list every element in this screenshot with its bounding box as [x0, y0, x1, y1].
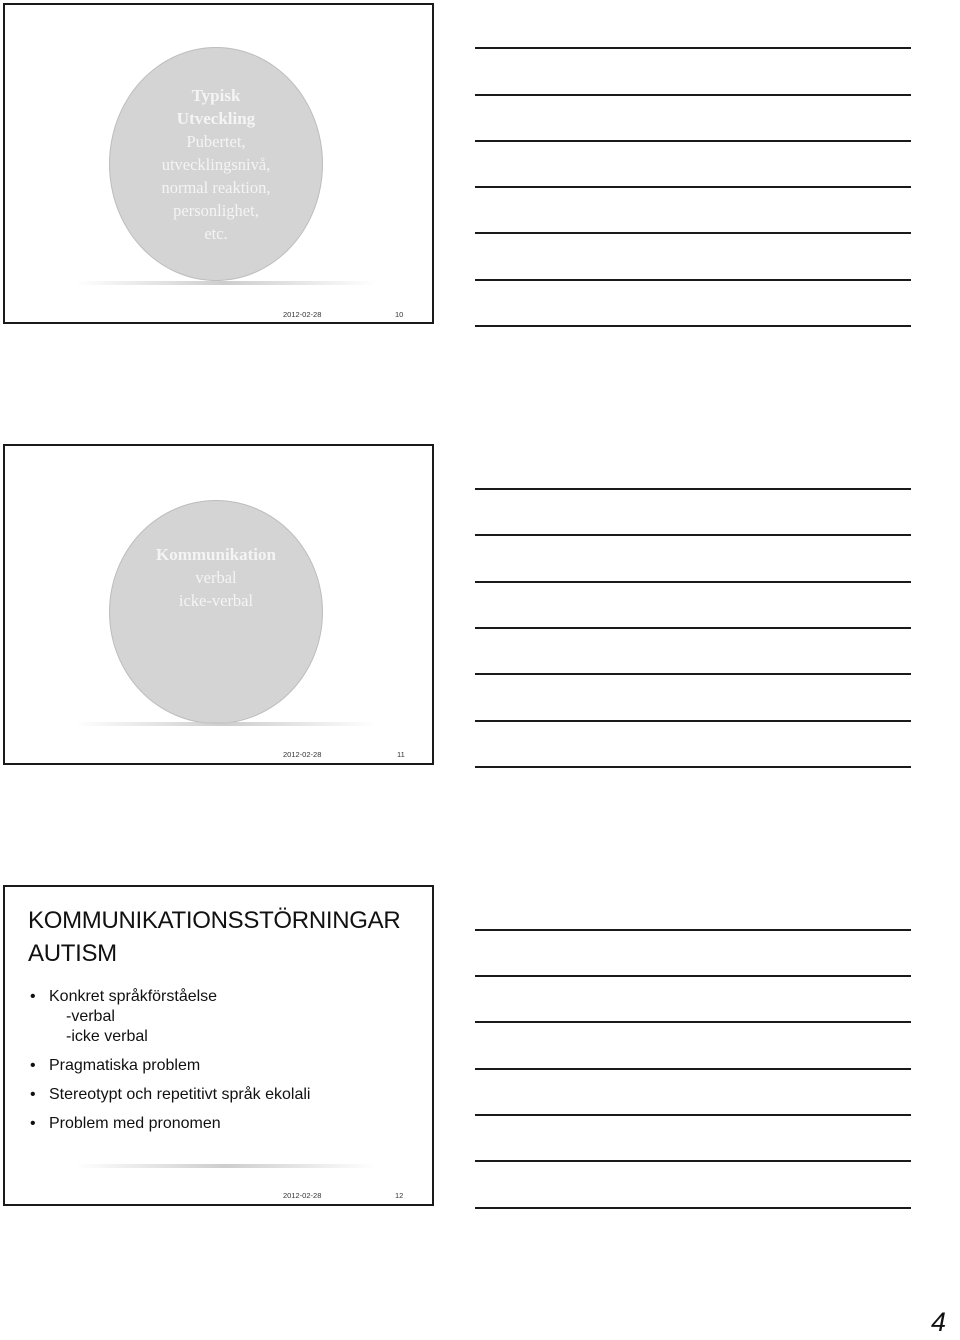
- slide-11: [3, 444, 434, 765]
- circle-title-line: Kommunikation: [156, 544, 276, 564]
- slide-number: 10: [395, 310, 404, 319]
- note-line: [475, 766, 911, 768]
- slide-date: 2012-02-28: [283, 310, 322, 319]
- circle-body-line: verbal: [195, 567, 237, 587]
- note-line: [475, 929, 911, 931]
- circle-title-line: Utveckling: [176, 108, 256, 128]
- slide-circle: [109, 47, 323, 281]
- note-line: [475, 47, 911, 49]
- circle-title-line: Typisk: [191, 85, 241, 105]
- slide-date: 2012-02-28: [283, 1191, 322, 1200]
- slide-number: 11: [397, 750, 405, 759]
- note-line: [475, 186, 911, 188]
- note-line: [475, 488, 911, 490]
- note-line: [475, 1207, 911, 1209]
- slide-date: 2012-02-28: [283, 750, 322, 759]
- list-item: • Problem med pronomen: [25, 1114, 310, 1134]
- circle-body-line: utvecklingsnivå,: [161, 154, 271, 174]
- circle-body-line: normal reaktion,: [161, 177, 271, 197]
- list-item: • Stereotypt och repetitivt språk ekolali: [25, 1085, 310, 1105]
- shadow-divider: [75, 722, 375, 726]
- note-line: [475, 581, 911, 583]
- note-line: [475, 94, 911, 96]
- note-line: [475, 975, 911, 977]
- note-line: [475, 673, 911, 675]
- slide-number: 12: [395, 1191, 404, 1200]
- shadow-divider: [75, 281, 375, 285]
- slide-title-line: KOMMUNIKATIONSSTÖRNINGAR: [28, 907, 401, 934]
- page-number: 4: [930, 1307, 946, 1337]
- note-line: [475, 279, 911, 281]
- list-subitem: -icke verbal: [66, 1028, 148, 1045]
- note-line: [475, 325, 911, 327]
- note-line: [475, 720, 911, 722]
- note-line: [475, 140, 911, 142]
- note-line: [475, 1068, 911, 1070]
- circle-body-line: etc.: [204, 223, 228, 243]
- slide-circle: [109, 500, 323, 724]
- bullet-list: [25, 987, 310, 1134]
- note-line: [475, 232, 911, 234]
- list-subitem: -verbal: [66, 1008, 115, 1025]
- circle-body-line: icke-verbal: [178, 590, 254, 610]
- circle-body-line: Pubertet,: [186, 131, 246, 151]
- slide-title-line: AUTISM: [28, 940, 117, 967]
- slide-title: [28, 904, 400, 970]
- note-line: [475, 1114, 911, 1116]
- note-line: [475, 1160, 911, 1162]
- list-item: • Pragmatiska problem: [25, 1056, 310, 1076]
- note-line: [475, 627, 911, 629]
- note-line: [475, 534, 911, 536]
- note-line: [475, 1021, 911, 1023]
- list-item: • Konkret språkförståelse: [25, 987, 310, 1007]
- circle-text-group: [156, 543, 276, 612]
- slide-12: [3, 885, 434, 1206]
- shadow-divider: [75, 1164, 375, 1168]
- circle-body-line: personlighet,: [173, 200, 259, 220]
- slide-10: [3, 3, 434, 324]
